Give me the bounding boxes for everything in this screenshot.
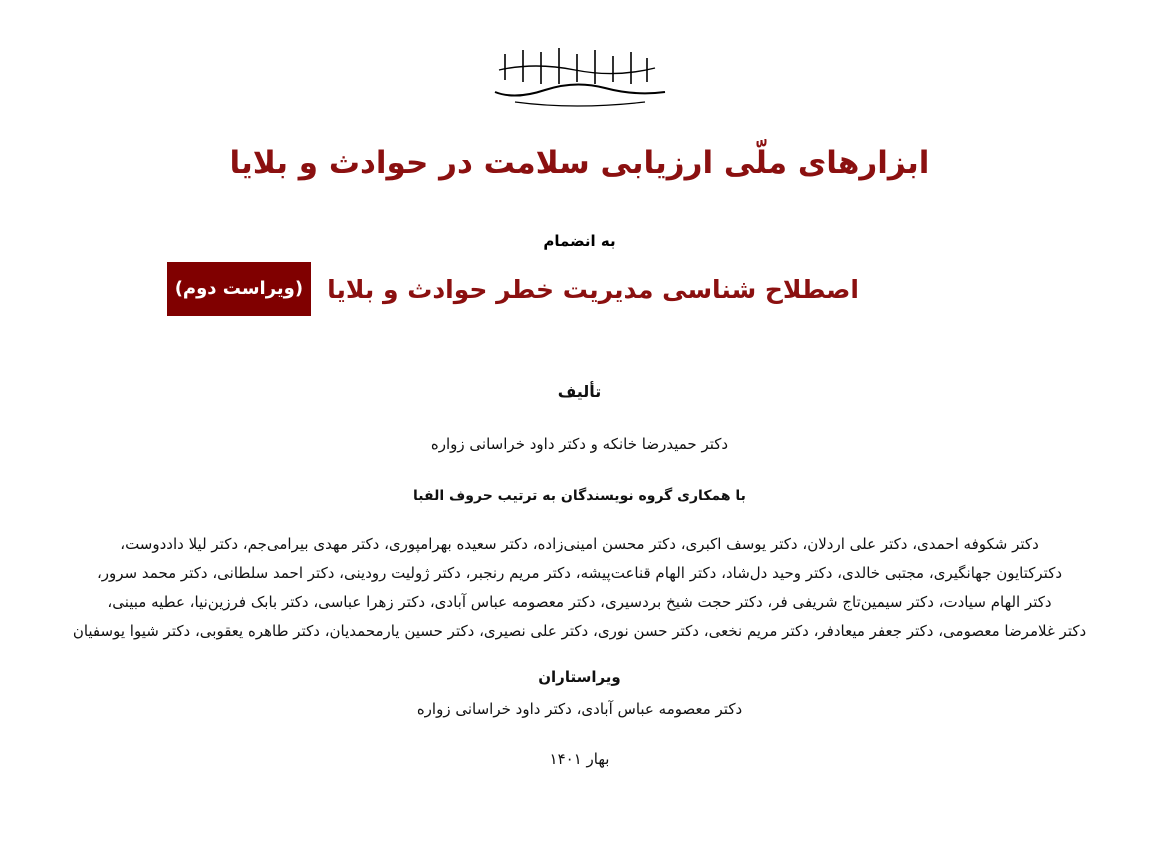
authors-line: دکتر حمیدرضا خانکه و دکتر داود خراسانی زواره — [430, 435, 729, 453]
subtitle-group — [167, 262, 859, 316]
authorship-heading: تألیف — [557, 382, 602, 401]
collaboration-heading: با همکاری گروه نویسندگان به ترتیب حروف الفبا — [413, 488, 746, 504]
edition-badge: (ویراست دوم) — [167, 262, 311, 316]
contributors-line: دکتر شکوفه احمدی، دکتر علی اردلان، دکتر یوسف اکبری، دکتر محسن امینی‌زاده، دکتر سعیده بهرامپوری، دکتر مهدی بیرامی‌جم، دکتر لیلا داددوست، — [120, 535, 1039, 553]
subtitle-main: اصطلاح شناسی مدیریت خطر حوادث و بلایا — [327, 274, 859, 304]
subtitle-prefix: به انضمام — [543, 232, 616, 250]
subtitle-row — [0, 262, 1159, 316]
publication-date: بهار ۱۴۰۱ — [549, 750, 610, 768]
document-title: ابزارهای ملّی ارزیابی سلامت در حوادث و بلایا — [229, 145, 930, 181]
contributors-line: دکتر الهام سیادت، دکتر سیمین‌تاج شریفی فر، دکتر حجت شیخ بردسیری، دکتر معصومه عباس آبادی، دکتر زهرا عباسی، دکتر بابک فرزین‌نیا، عطیه مبینی، — [107, 593, 1052, 611]
calligraphy-ornament-icon — [475, 40, 685, 112]
basmala-header — [0, 40, 1159, 120]
editors-heading: ویراستاران — [538, 668, 621, 686]
contributors-line: دکترکتایون جهانگیری، مجتبی خالدی، دکتر وحید دل‌شاد، دکتر الهام قناعت‌پیشه، دکتر مریم رنجبر، دکتر ژولیت رودینی، دکتر احمد سلطانی، دکتر محمد سرور، — [96, 564, 1063, 582]
contributors-line: دکتر غلامرضا معصومی، دکتر جعفر میعادفر، دکتر مریم نخعی، دکتر حسن نوری، دکتر علی نصیری، دکتر حسین یارمحمدیان، دکتر طاهره یعقوبی، دکتر شیوا یوسفیان — [72, 622, 1087, 640]
basmala-calligraphy — [475, 40, 685, 112]
contributors-list — [0, 530, 1159, 646]
editors-line: دکتر معصومه عباس آبادی، دکتر داود خراسانی زواره — [416, 700, 743, 718]
